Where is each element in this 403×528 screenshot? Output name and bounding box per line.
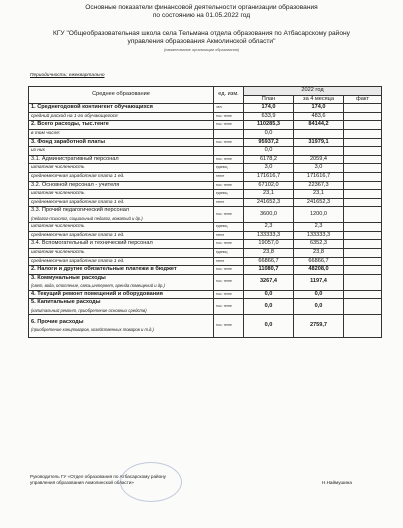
table-row xyxy=(29,138,382,147)
row-name-text: штатная численность xyxy=(31,165,85,171)
row-fact xyxy=(344,257,382,266)
row-unit: тенге xyxy=(214,257,244,266)
row-name-text: 3. Коммунальные расходы xyxy=(31,274,106,281)
finance-table xyxy=(28,86,382,338)
row-unit: единиц xyxy=(214,164,244,173)
row-name xyxy=(29,155,214,164)
row-name xyxy=(29,266,214,275)
row-plan: 171616,7 xyxy=(244,172,294,181)
col-unit-header: ед. изм. xyxy=(214,87,244,104)
row-4m: 174,0 xyxy=(294,104,344,113)
row-unit: тыс. тенге xyxy=(214,138,244,147)
row-name xyxy=(29,290,214,299)
row-name-note: (капитальный ремонт, приобретение основных средств) xyxy=(31,307,147,313)
row-name-text: 1. Среднегодовой контингент обучающихся xyxy=(31,104,153,111)
table-row xyxy=(29,112,382,121)
row-name xyxy=(29,299,214,315)
row-name-note: (педагог-психолог, социальный педагог, вожатый и др.) xyxy=(31,215,143,221)
row-name-text: из них xyxy=(31,148,45,154)
col-4m-header: за 4 месяца xyxy=(294,95,344,104)
row-fact xyxy=(344,181,382,190)
row-4m: 133333,3 xyxy=(294,231,344,240)
table-row xyxy=(29,164,382,173)
row-plan: 67102,0 xyxy=(244,181,294,190)
row-unit: тыс. тенге xyxy=(214,155,244,164)
row-plan: 0,0 xyxy=(244,129,294,138)
row-name xyxy=(29,257,214,266)
row-fact xyxy=(344,138,382,147)
row-name-note: (свет, вода, отопление, связь,интернет, аренда помещений и др.) xyxy=(31,283,165,289)
row-4m: 84144,2 xyxy=(294,121,344,130)
row-4m: 1200,0 xyxy=(294,207,344,223)
row-4m: 22367,3 xyxy=(294,181,344,190)
row-unit: тыс. тенге xyxy=(214,290,244,299)
row-4m: 241652,3 xyxy=(294,198,344,207)
table-row xyxy=(29,172,382,181)
org-caption: (наименование организации образования) xyxy=(163,48,240,52)
row-4m xyxy=(294,147,344,156)
row-fact xyxy=(344,207,382,223)
row-fact xyxy=(344,164,382,173)
table-row xyxy=(29,198,382,207)
table-body xyxy=(29,104,382,338)
row-plan: 19057,0 xyxy=(244,240,294,249)
row-fact xyxy=(344,248,382,257)
row-plan: 0,0 xyxy=(244,299,294,315)
row-fact xyxy=(344,155,382,164)
row-unit: тыс. тенге xyxy=(214,274,244,290)
row-4m: 2059,4 xyxy=(294,155,344,164)
row-plan: 174,0 xyxy=(244,104,294,113)
row-plan: 2,3 xyxy=(244,223,294,232)
table-row xyxy=(29,129,382,138)
row-name xyxy=(29,198,214,207)
row-name xyxy=(29,223,214,232)
row-plan: 23,1 xyxy=(244,190,294,199)
row-4m: 483,6 xyxy=(294,112,344,121)
row-4m: 0,0 xyxy=(294,299,344,315)
row-fact xyxy=(344,231,382,240)
row-fact xyxy=(344,190,382,199)
table-row xyxy=(29,147,382,156)
row-name xyxy=(29,314,214,337)
table-row xyxy=(29,266,382,275)
row-fact xyxy=(344,172,382,181)
row-name-note: (приобретение канцтоваров, хозяйственных товаров и т.д.) xyxy=(31,326,154,332)
row-unit: тенге xyxy=(214,231,244,240)
row-4m: 31979,1 xyxy=(294,138,344,147)
row-plan: 633,9 xyxy=(244,112,294,121)
row-fact xyxy=(344,147,382,156)
row-name xyxy=(29,147,214,156)
row-unit xyxy=(214,129,244,138)
row-fact xyxy=(344,266,382,275)
report-title xyxy=(0,4,403,20)
row-name-text: 5. Капитальные расходы xyxy=(31,299,101,306)
row-plan: 95937,2 xyxy=(244,138,294,147)
table-row xyxy=(29,155,382,164)
table-row xyxy=(29,104,382,113)
row-4m: 2,3 xyxy=(294,223,344,232)
row-name-text: 2. Всего расходы, тыс.тенге xyxy=(31,121,109,128)
row-fact xyxy=(344,274,382,290)
row-fact xyxy=(344,198,382,207)
row-name-text: штатная численность xyxy=(31,191,85,197)
row-unit: тыс. тенге xyxy=(214,112,244,121)
row-plan: 66866,7 xyxy=(244,257,294,266)
signature-block xyxy=(30,474,230,486)
row-4m: 171616,7 xyxy=(294,172,344,181)
row-name-text: 3.3. Прочий педагогический персонал xyxy=(31,207,130,214)
row-4m: 23,1 xyxy=(294,190,344,199)
row-unit: тыс. тенге xyxy=(214,266,244,275)
row-4m: 1197,4 xyxy=(294,274,344,290)
row-4m: 3,0 xyxy=(294,164,344,173)
row-plan: 3,0 xyxy=(244,164,294,173)
row-plan: 241652,3 xyxy=(244,198,294,207)
row-fact xyxy=(344,223,382,232)
row-name xyxy=(29,207,214,223)
row-name-text: средний расход на 1-го обучающегося xyxy=(31,113,118,119)
col-name-header: Среднее образование xyxy=(29,87,214,104)
table-row xyxy=(29,299,382,315)
signatory-name: Н.Наймушина xyxy=(322,480,352,485)
row-name-text: 3.2. Основной персонал - учителя xyxy=(31,181,120,188)
row-name-text: в том числе: xyxy=(31,131,61,137)
row-4m: 48208,0 xyxy=(294,266,344,275)
row-4m xyxy=(294,129,344,138)
row-unit: единиц xyxy=(214,248,244,257)
row-plan: 0,0 xyxy=(244,147,294,156)
row-name xyxy=(29,104,214,113)
row-plan: 0,0 xyxy=(244,290,294,299)
row-name-text: штатная численность xyxy=(31,224,85,230)
signature-line-1: Руководитель ГУ «Отдел образования по Атбасарскому району xyxy=(30,474,166,479)
table-row xyxy=(29,248,382,257)
table-row xyxy=(29,190,382,199)
row-unit xyxy=(214,147,244,156)
row-fact xyxy=(344,240,382,249)
row-fact xyxy=(344,314,382,337)
row-name xyxy=(29,274,214,290)
table-row xyxy=(29,240,382,249)
table-row xyxy=(29,181,382,190)
row-name-text: 4. Текущий ремонт помещений и оборудования xyxy=(31,290,163,297)
org-line-2: управления образования Акмолинской области" xyxy=(127,38,276,45)
row-unit: тенге xyxy=(214,172,244,181)
row-unit: чел. xyxy=(214,104,244,113)
row-name-text: 3.4. Вспомогательный и технический персонал xyxy=(31,240,153,247)
row-name-text: 2. Налоги и другие обязательные платежи в бюджет xyxy=(31,266,177,273)
row-plan: 110285,3 xyxy=(244,121,294,130)
row-plan: 3267,4 xyxy=(244,274,294,290)
row-name-text: среднемесячная заработная плата 1 ед. xyxy=(31,232,125,238)
org-line-1: КГУ "Общеобразовательная школа села Тельмана отдела образования по Атбасарскому району xyxy=(53,30,350,37)
periodicity: Периодичность: ежеквартально xyxy=(30,73,105,78)
year-header: 2022 год xyxy=(244,87,382,96)
row-name xyxy=(29,190,214,199)
row-plan: 6178,2 xyxy=(244,155,294,164)
row-name xyxy=(29,129,214,138)
row-name xyxy=(29,240,214,249)
row-4m: 0,0 xyxy=(294,290,344,299)
table-row xyxy=(29,290,382,299)
row-fact xyxy=(344,299,382,315)
row-name xyxy=(29,172,214,181)
row-4m: 2759,7 xyxy=(294,314,344,337)
row-unit: тыс. тенге xyxy=(214,314,244,337)
row-name xyxy=(29,231,214,240)
row-name xyxy=(29,138,214,147)
row-plan: 11080,7 xyxy=(244,266,294,275)
row-unit: тыс. тенге xyxy=(214,299,244,315)
table-row xyxy=(29,121,382,130)
row-name-text: среднемесячная заработная плата 1 ед. xyxy=(31,174,125,180)
row-name xyxy=(29,164,214,173)
row-fact xyxy=(344,104,382,113)
row-name-text: штатная численность xyxy=(31,250,85,255)
row-name xyxy=(29,181,214,190)
table-row xyxy=(29,274,382,290)
row-4m: 66866,7 xyxy=(294,257,344,266)
row-unit: тенге xyxy=(214,198,244,207)
row-name-text: среднемесячная заработная плата 1 ед. xyxy=(31,258,125,264)
row-fact xyxy=(344,290,382,299)
table-row xyxy=(29,207,382,223)
row-name-text: среднемесячная заработная плата 1 ед. xyxy=(31,199,125,205)
row-name xyxy=(29,121,214,130)
table-row xyxy=(29,223,382,232)
row-fact xyxy=(344,112,382,121)
row-4m: 23,8 xyxy=(294,248,344,257)
row-name-text: 3.1. Административный персонал xyxy=(31,155,119,162)
row-name xyxy=(29,112,214,121)
table-row xyxy=(29,257,382,266)
signature-line-2: управления образования Акмолинской области» xyxy=(30,480,134,485)
row-fact xyxy=(344,129,382,138)
row-fact xyxy=(344,121,382,130)
table-row xyxy=(29,314,382,337)
row-4m: 6352,3 xyxy=(294,240,344,249)
row-plan: 0,0 xyxy=(244,314,294,337)
row-unit: тыс. тенге xyxy=(214,181,244,190)
row-unit: тыс. тенге xyxy=(214,240,244,249)
row-name xyxy=(29,248,214,257)
row-unit: тыс. тенге xyxy=(214,207,244,223)
title-line-1: Основные показатели финансовой деятельности организации образования xyxy=(85,4,318,11)
row-plan: 3600,0 xyxy=(244,207,294,223)
row-plan: 23,8 xyxy=(244,248,294,257)
row-unit: единиц xyxy=(214,190,244,199)
row-name-text: 6. Прочие расходы xyxy=(31,318,84,325)
title-line-2: по состоянию на 01.05.2022 год xyxy=(152,12,251,19)
row-plan: 133333,3 xyxy=(244,231,294,240)
row-name-text: 3. Фонд заработной платы xyxy=(31,138,106,145)
organization-block xyxy=(0,30,403,54)
row-unit: единиц xyxy=(214,223,244,232)
col-plan-header: План xyxy=(244,95,294,104)
row-unit: тыс. тенге xyxy=(214,121,244,130)
table-row xyxy=(29,231,382,240)
col-fact-header: факт xyxy=(344,95,382,104)
